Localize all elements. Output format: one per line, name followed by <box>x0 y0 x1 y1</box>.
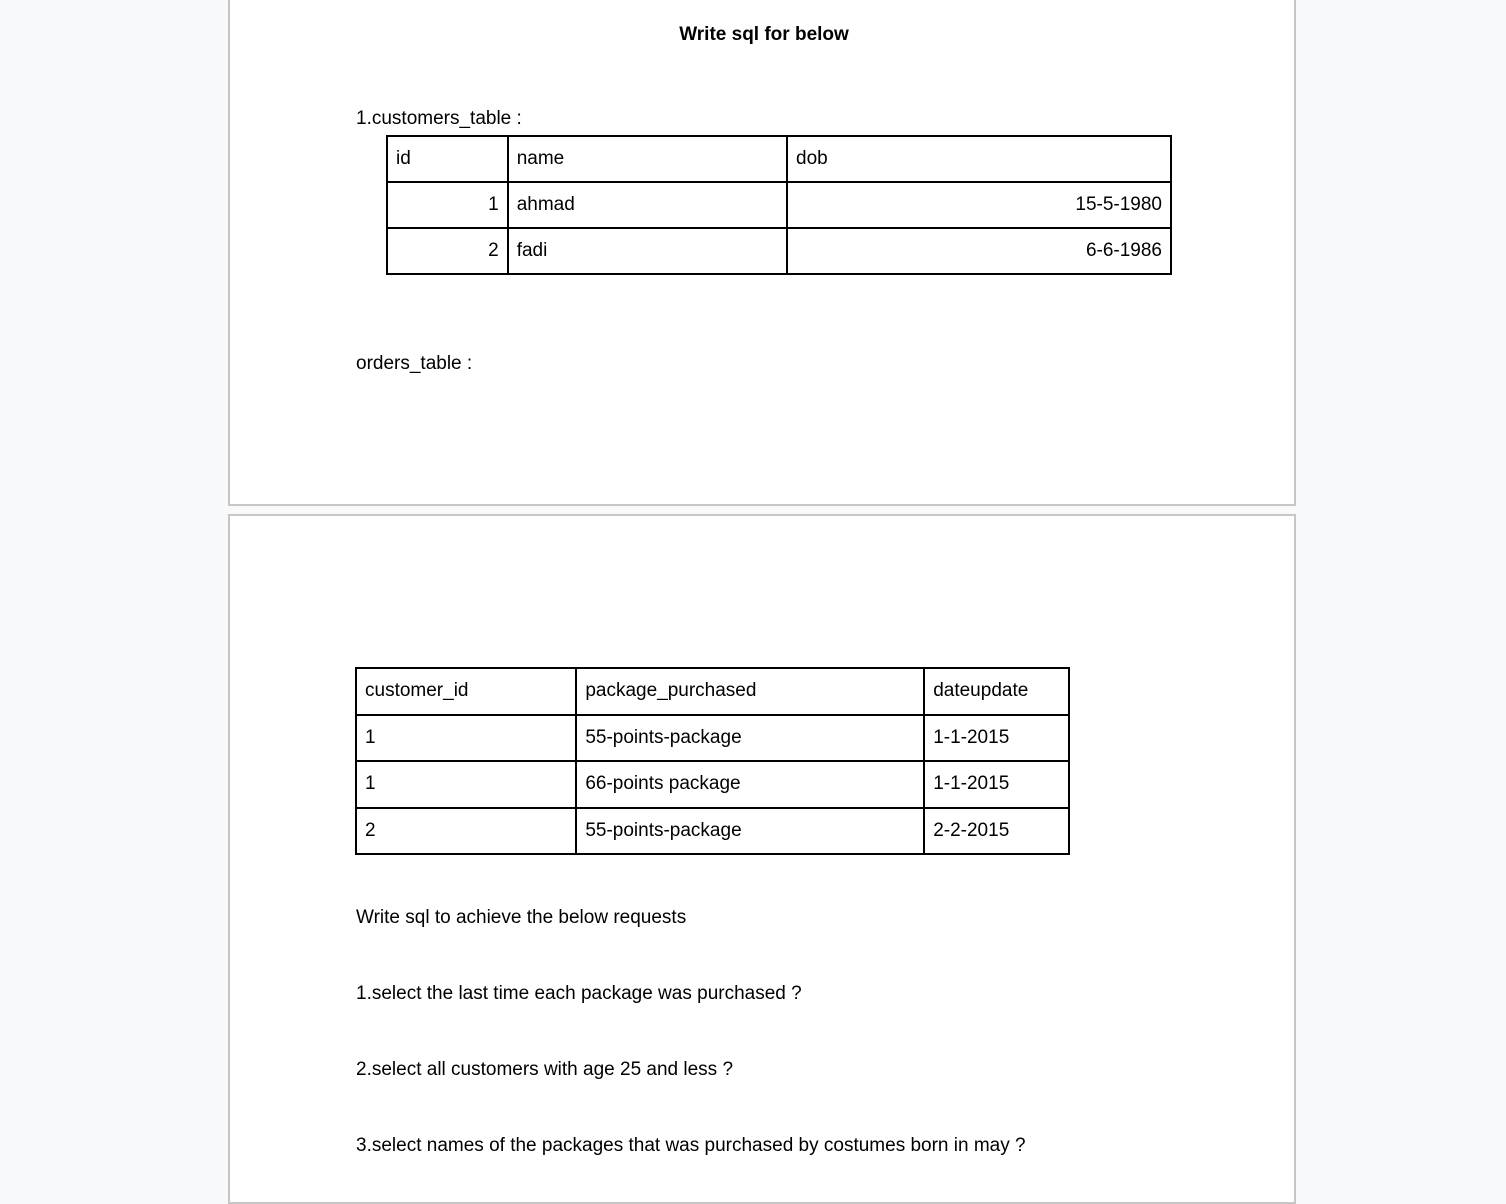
table-header-cell: name <box>508 136 787 182</box>
question-1: 1.select the last time each package was purchased ? <box>356 983 802 1004</box>
table-cell: 2-2-2015 <box>924 808 1069 855</box>
table-cell: ahmad <box>508 182 787 228</box>
table-cell: 66-points package <box>576 761 924 808</box>
table-cell: 15-5-1980 <box>787 182 1171 228</box>
table-header-cell: id <box>387 136 508 182</box>
table-cell: 1 <box>387 182 508 228</box>
question-2: 2.select all customers with age 25 and less ? <box>356 1059 734 1080</box>
table-cell: fadi <box>508 228 787 274</box>
table-cell: 1-1-2015 <box>924 715 1069 762</box>
table-header-row <box>387 136 1171 182</box>
table-cell: 6-6-1986 <box>787 228 1171 274</box>
question-3: 3.select names of the packages that was purchased by costumes born in may ? <box>356 1135 1026 1156</box>
table-row <box>356 808 1069 855</box>
table-cell: 1 <box>356 761 576 808</box>
table-cell: 2 <box>387 228 508 274</box>
table-row <box>387 228 1171 274</box>
table-row <box>356 761 1069 808</box>
table-header-cell: dateupdate <box>924 668 1069 715</box>
table-row <box>387 182 1171 228</box>
instructions-text: Write sql to achieve the below requests <box>356 907 687 928</box>
table-cell: 2 <box>356 808 576 855</box>
document-page-1 <box>228 0 1296 506</box>
orders-table <box>355 667 1070 855</box>
orders-table-label: orders_table : <box>356 353 473 374</box>
customers-table-label: 1.customers_table : <box>356 108 522 129</box>
document-page-2 <box>228 514 1296 1204</box>
table-cell: 55-points-package <box>576 715 924 762</box>
document-title: Write sql for below <box>679 24 849 45</box>
table-cell: 1 <box>356 715 576 762</box>
table-header-cell: dob <box>787 136 1171 182</box>
table-row <box>356 715 1069 762</box>
customers-table <box>386 135 1172 275</box>
table-header-cell: customer_id <box>356 668 576 715</box>
table-header-row <box>356 668 1069 715</box>
table-cell: 1-1-2015 <box>924 761 1069 808</box>
table-header-cell: package_purchased <box>576 668 924 715</box>
table-cell: 55-points-package <box>576 808 924 855</box>
